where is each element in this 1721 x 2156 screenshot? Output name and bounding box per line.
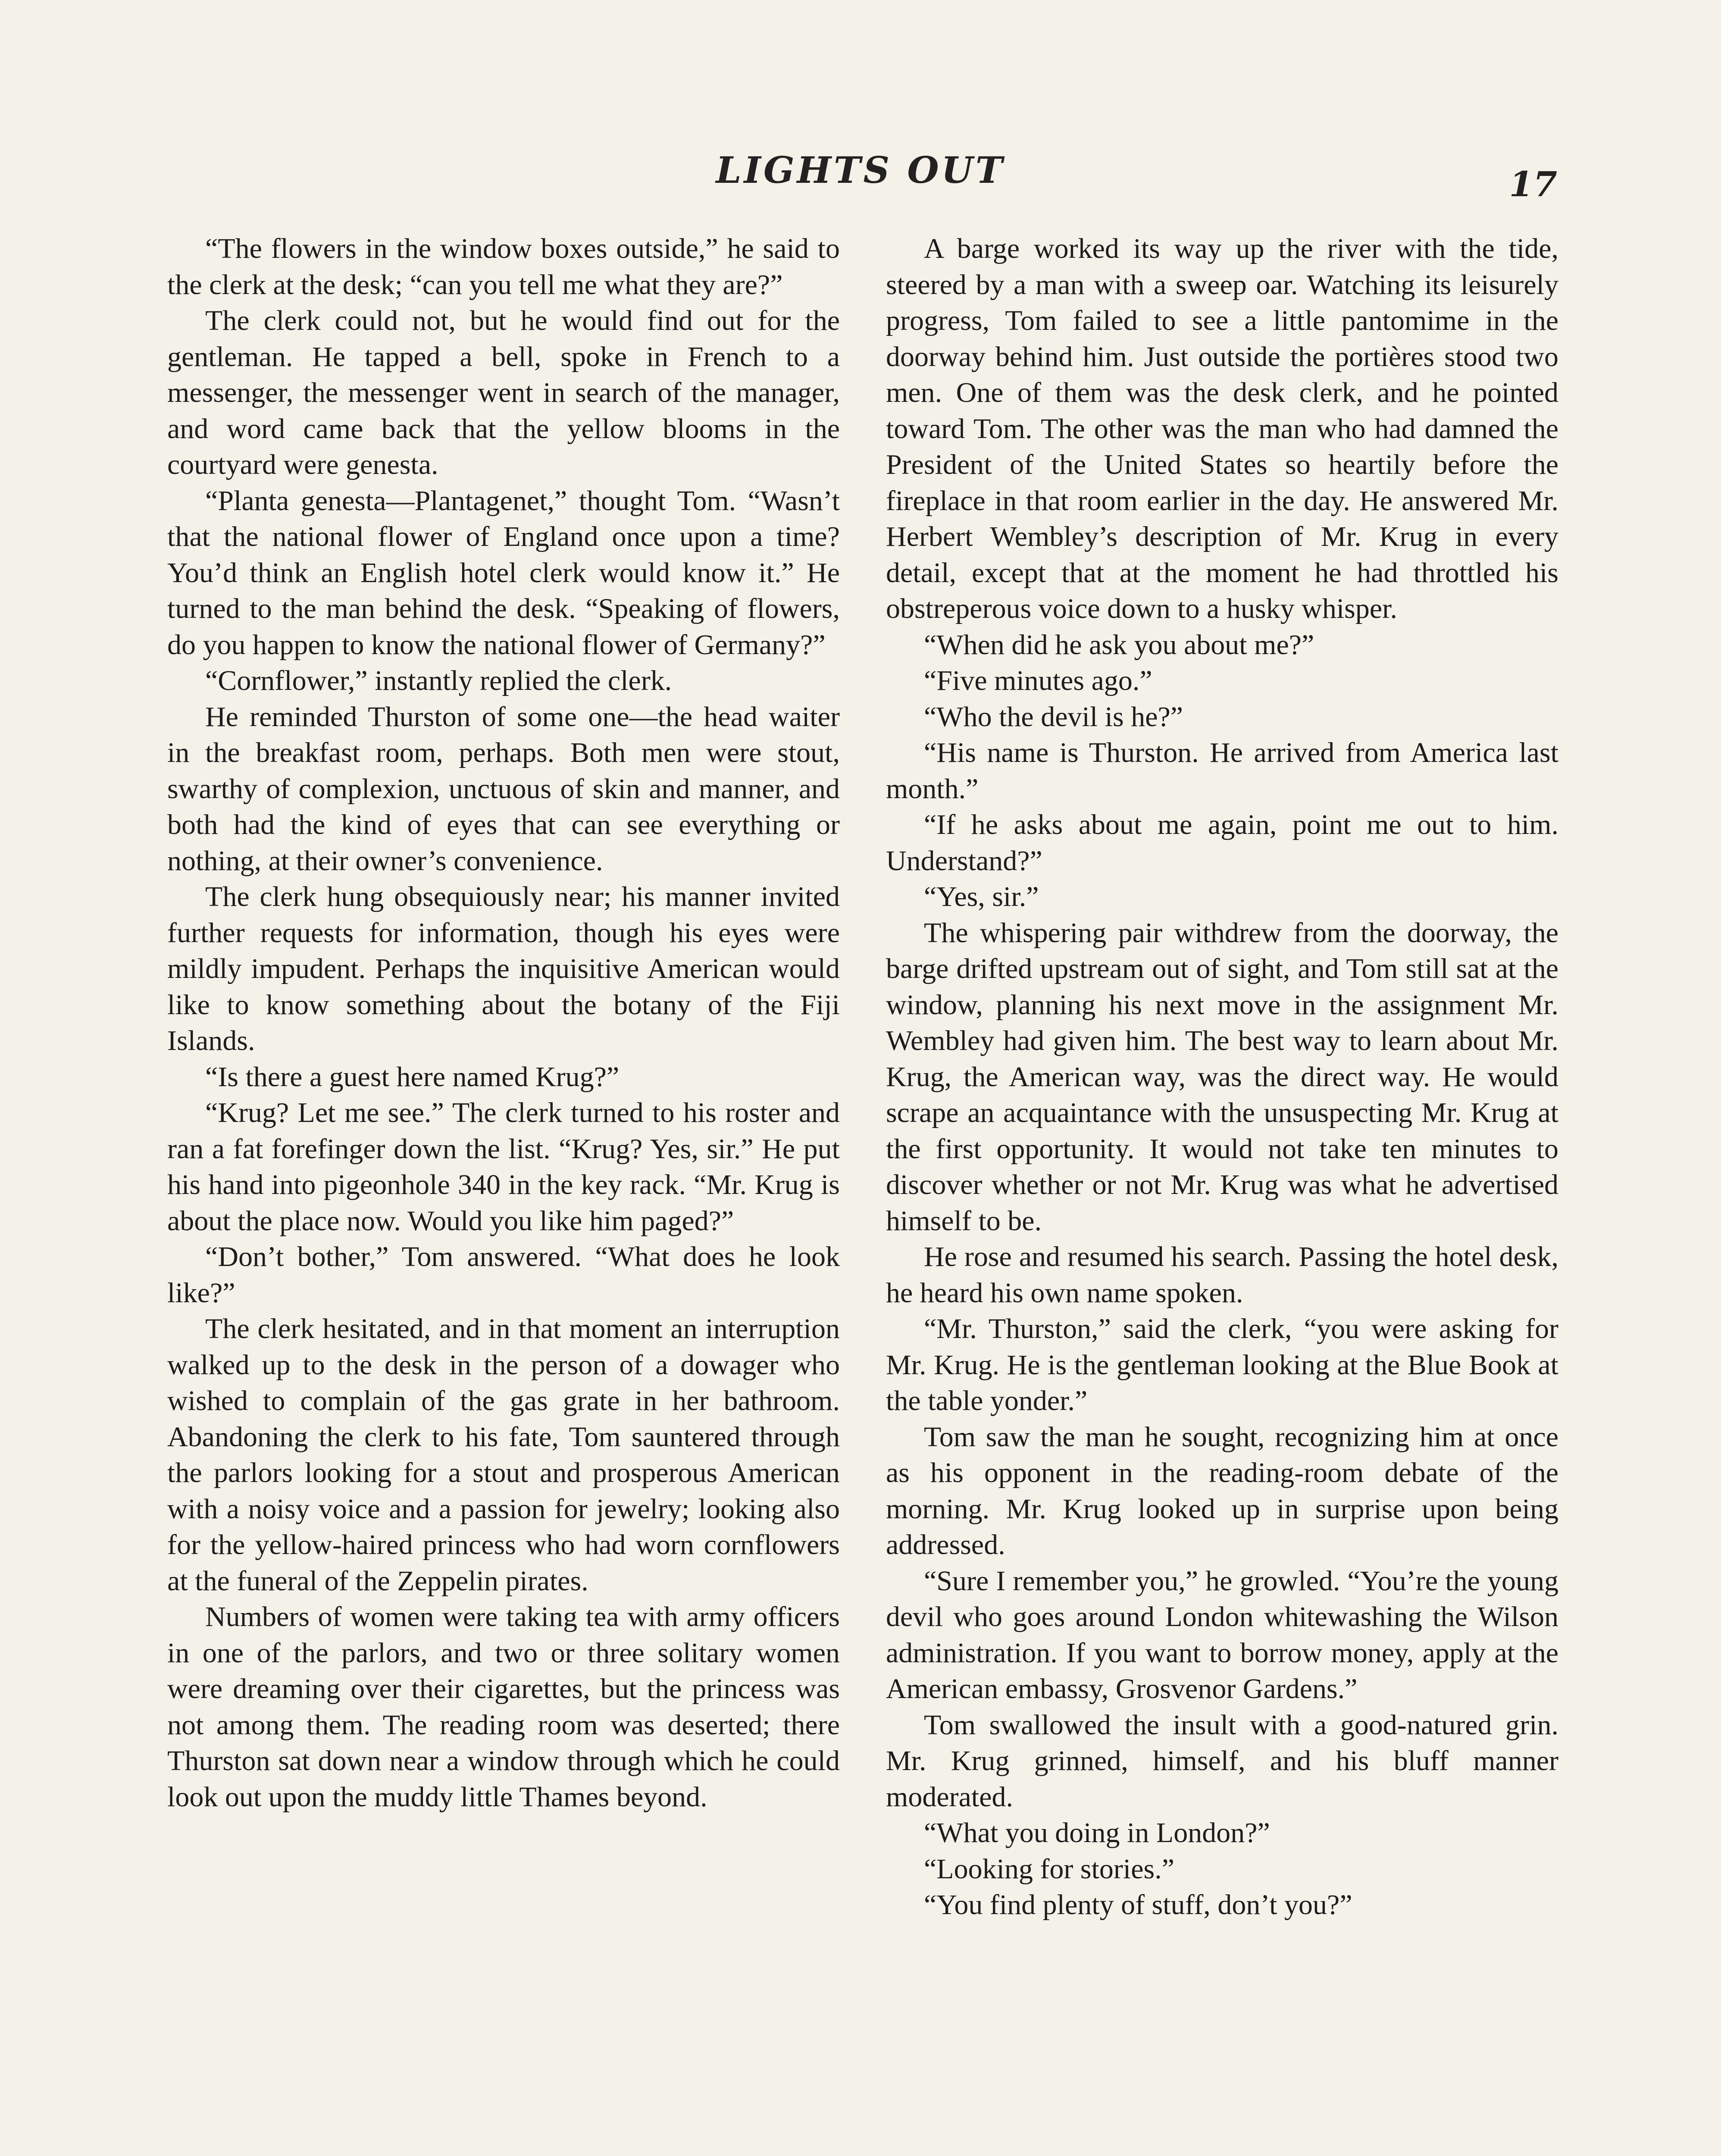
- right-column: [886, 231, 1558, 1923]
- paragraph: “Mr. Thurston,” said the clerk, “you were asking for Mr. Krug. He is the gentleman looking at the Blue Book at the table yonder.”: [886, 1313, 1558, 1416]
- paragraph: “Krug? Let me see.” The clerk turned to his roster and ran a fat forefinger down the list. “Krug? Yes, sir.” He put his hand into pigeonhole 340 in the key rack. “Mr. Krug is about the place now. Would you like him paged?”: [167, 1097, 840, 1237]
- paragraph: “His name is Thurston. He arrived from America last month.”: [886, 737, 1558, 805]
- paragraph: Tom swallowed the insult with a good-natured grin. Mr. Krug grinned, himself, and his bluff manner moderated.: [886, 1709, 1558, 1813]
- paragraph: “Don’t bother,” Tom answered. “What does he look like?”: [167, 1241, 840, 1309]
- left-column: [167, 231, 840, 1815]
- paragraph: “Five minutes ago.”: [924, 665, 1152, 696]
- paragraph: The whispering pair withdrew from the doorway, the barge drifted upstream out of sight, and Tom still sat at the window, planning his next move in the assignment Mr. Wembley had given him. The best way to learn about Mr. Krug, the American way, was the direct way. He would scrape an acquaintance with the unsuspecting Mr. Krug at the first opportunity. It would not take ten minutes to discover whether or not Mr. Krug was what he advertised himself to be.: [886, 917, 1558, 1237]
- paragraph: He reminded Thurston of some one—the head waiter in the breakfast room, perhaps. Both men were stout, swarthy of complexion, unctuous of skin and manner, and both had the kind of eyes that can see everything or nothing, at their owner’s convenience.: [167, 701, 840, 877]
- paragraph: A barge worked its way up the river with the tide, steered by a man with a sweep oar. Watching its leisurely progress, Tom failed to see a little pantomime in the doorway behind him. Just outside the portières stood two men. One of them was the desk clerk, and he pointed toward Tom. The other was the man who had damned the President of the United States so heartily before the fireplace in that room earlier in the day. He answered Mr. Herbert Wembley’s description of Mr. Krug in every detail, except that at the moment he had throttled his obstreperous voice down to a husky whisper.: [886, 233, 1558, 624]
- paragraph: “The flowers in the window boxes outside,” he said to the clerk at the desk; “can you tell me what they are?”: [167, 233, 840, 301]
- paragraph: The clerk could not, but he would find out for the gentleman. He tapped a bell, spoke in French to a messenger, the messenger went in search of the manager, and word came back that the yellow blooms in the courtyard were genesta.: [167, 305, 840, 480]
- paragraph: “Yes, sir.”: [924, 881, 1039, 912]
- paragraph: He rose and resumed his search. Passing the hotel desk, he heard his own name spoken.: [886, 1241, 1558, 1309]
- paragraph: Numbers of women were taking tea with army officers in one of the parlors, and two or three solitary women were dreaming over their cigarettes, but the princess was not among them. The reading room was deserted; there Thurston sat down near a window through which he could look out upon the muddy little Thames beyond.: [167, 1601, 840, 1813]
- paragraph: “Cornflower,” instantly replied the clerk.: [205, 665, 672, 696]
- paragraph: “What you doing in London?”: [924, 1817, 1270, 1849]
- page-number: 17: [1509, 164, 1557, 204]
- paragraph: “You find plenty of stuff, don’t you?”: [924, 1889, 1352, 1921]
- paragraph: “Who the devil is he?”: [924, 701, 1183, 733]
- running-title: LIGHTS OUT: [716, 149, 1005, 191]
- paragraph: “Planta genesta—Plantagenet,” thought Tom. “Wasn’t that the national flower of England once upon a time? You’d think an English hotel clerk would know it.” He turned to the man behind the desk. “Speaking of flowers, do you happen to know the national flower of Germany?”: [167, 485, 840, 661]
- paragraph: “Is there a guest here named Krug?”: [205, 1061, 620, 1093]
- paragraph: The clerk hung obsequiously near; his manner invited further requests for information, though his eyes were mildly impudent. Perhaps the inquisitive American would like to know something about the botany of the Fiji Islands.: [167, 881, 840, 1056]
- paragraph: Tom saw the man he sought, recognizing him at once as his opponent in the reading-room debate of the morning. Mr. Krug looked up in surprise upon being addressed.: [886, 1421, 1558, 1561]
- paragraph: The clerk hesitated, and in that moment an interruption walked up to the desk in the person of a dowager who wished to complain of the gas grate in her bathroom. Abandoning the clerk to his fate, Tom sauntered through the parlors looking for a stout and prosperous American with a noisy voice and a passion for jewelry; looking also for the yellow-haired princess who had worn cornflowers at the funeral of the Zeppelin pirates.: [167, 1313, 840, 1597]
- paragraph: “When did he ask you about me?”: [924, 629, 1314, 661]
- paragraph: “If he asks about me again, point me out to him. Understand?”: [886, 809, 1558, 877]
- paragraph: “Sure I remember you,” he growled. “You’re the young devil who goes around London whitewashing the Wilson administration. If you want to borrow money, apply at the American embassy, Grosvenor Gardens.”: [886, 1565, 1558, 1705]
- paragraph: “Looking for stories.”: [924, 1853, 1175, 1885]
